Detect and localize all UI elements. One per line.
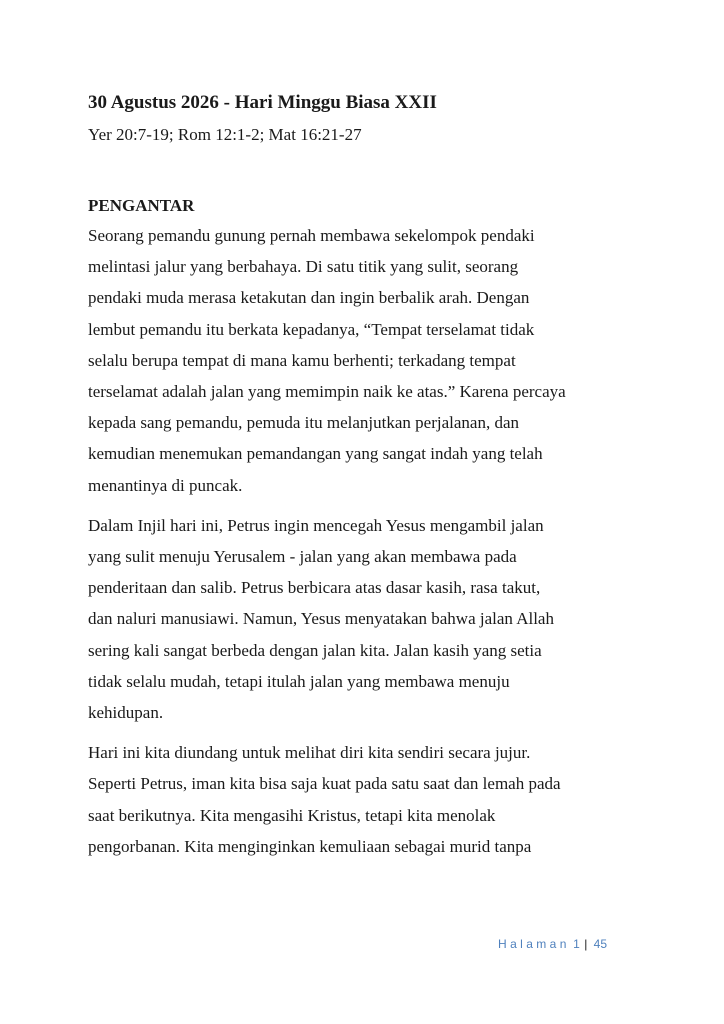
text-line: melintasi jalur yang berbahaya. Di satu titik yang sulit, seorang [88,257,519,277]
text-line: lembut pemandu itu berkata kepadanya, “Tempat terselamat tidak [88,319,535,339]
text-line: menantinya di puncak. [88,475,243,495]
text-line: kehidupan. [88,703,164,723]
text-line: kepada sang pemandu, pemuda itu melanjutkan perjalanan, dan [88,413,519,433]
text-line: saat berikutnya. Kita mengasihi Kristus, tetapi kita menolak [88,805,496,825]
scripture-readings: Yer 20:7-19; Rom 12:1-2; Mat 16:21-27 [88,125,362,144]
paragraph-3 [88,737,648,862]
paragraph-1 [88,220,648,501]
footer-separator: | [584,937,588,951]
text-line: yang sulit menuju Yerusalem - jalan yang akan membawa pada [88,547,517,567]
text-line: Hari ini kita diundang untuk melihat diri kita sendiri secara jujur. [88,743,531,763]
text-line: pengorbanan. Kita menginginkan kemuliaan sebagai murid tanpa [88,836,532,856]
text-line: pendaki muda merasa ketakutan dan ingin berbalik arah. Dengan [88,288,530,308]
text-line: selalu berupa tempat di mana kamu berhenti; terkadang tempat [88,350,516,370]
text-line: Dalam Injil hari ini, Petrus ingin mencegah Yesus mengambil jalan [88,515,544,535]
paragraph-2 [88,510,648,728]
page-content [88,90,648,862]
footer-page-number: 1 [573,937,580,951]
text-line: sering kali sangat berbeda dengan jalan kita. Jalan kasih yang setia [88,640,542,660]
text-line: Seorang pemandu gunung pernah membawa sekelompok pendaki [88,226,535,245]
footer-total-pages: 45 [593,937,608,951]
document-title: 30 Agustus 2026 - Hari Minggu Biasa XXII [88,92,437,113]
section-heading: PENGANTAR [88,196,195,215]
text-line: penderitaan dan salib. Petrus berbicara atas dasar kasih, rasa takut, [88,578,541,598]
footer-page-label: Halaman [498,937,570,951]
text-line: kemudian menemukan pemandangan yang sangat indah yang telah [88,444,543,464]
page-footer [498,937,607,951]
text-line: tidak selalu mudah, tetapi itulah jalan yang membawa menuju [88,671,510,691]
text-line: dan naluri manusiawi. Namun, Yesus menyatakan bahwa jalan Allah [88,609,554,629]
text-line: Seperti Petrus, iman kita bisa saja kuat pada satu saat dan lemah pada [88,774,561,794]
text-line: terselamat adalah jalan yang memimpin naik ke atas.” Karena percaya [88,382,566,402]
